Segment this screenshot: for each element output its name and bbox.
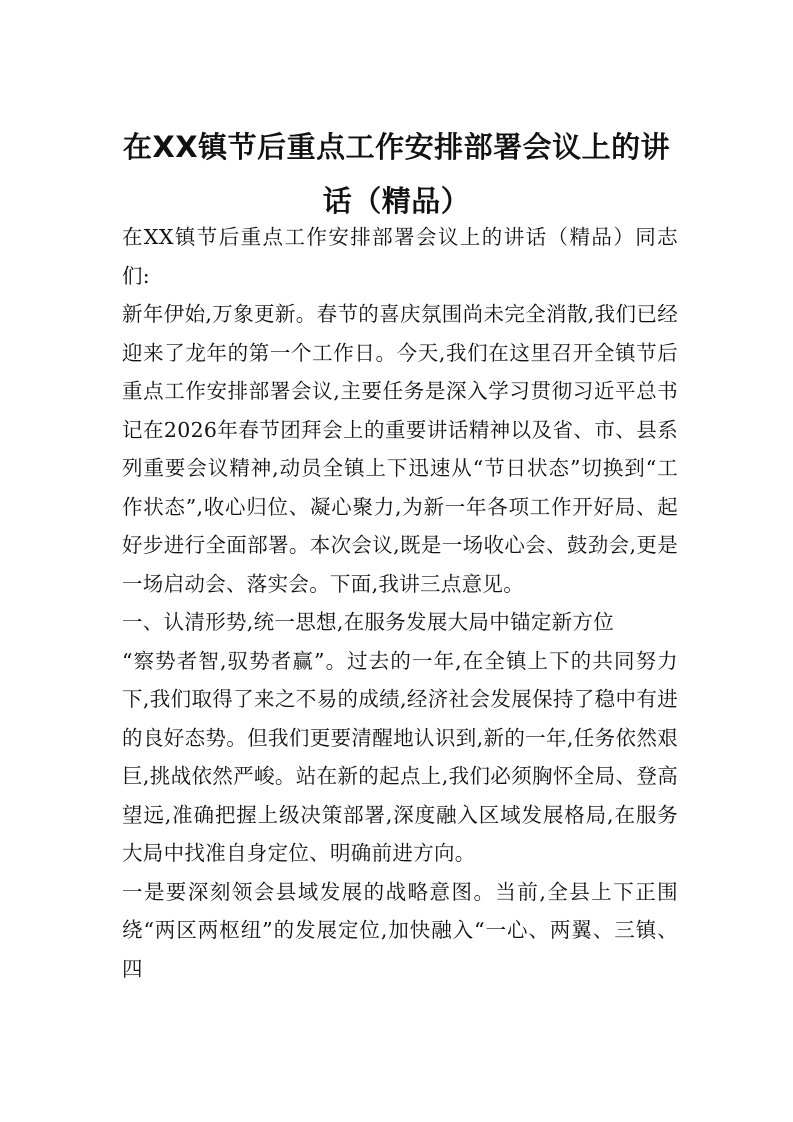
- section-heading: 一、认清形势,统一思想,在服务发展大局中锚定新方位: [122, 610, 615, 634]
- body-paragraph: “察势者智,驭势者赢”。过去的一年,在全镇上下的共同努力下,我们取得了来之不易的成绩,经济社会发展保持了稳中有进的良好态势。但我们更要清醒地认识到,新的一年,任务依然艰巨,挑战依然严峻。站在新的起点上,我们必须胸怀全局、登高望远,准确把握上级决策部署,深度融入区域发展格局,在服务大局中找准自身定位、明确前进方向。: [122, 648, 678, 865]
- document-title: [100, 120, 693, 228]
- body-paragraph: 一是要深刻领会县域发展的战略意图。当前,全县上下正围绕“两区两枢纽”的发展定位,加快融入“一心、两翼、三镇、四: [122, 879, 678, 981]
- title-line-2: 话（精品）: [322, 184, 471, 218]
- greeting-paragraph: 在XX镇节后重点工作安排部署会议上的讲话（精品）同志们:: [122, 225, 678, 288]
- opening-paragraph: 新年伊始,万象更新。春节的喜庆氛围尚未完全消散,我们已经迎来了龙年的第一个工作日。今天,我们在这里召开全镇节后重点工作安排部署会议,主要任务是深入学习贯彻习近平总书记在2026年春节团拜会上的重要讲话精神以及省、市、县系列重要会议精神,动员全镇上下迅速从“节日状态”切换到“工作状态”,收心归位、凝心聚力,为新一年各项工作开好局、起好步进行全面部署。本次会议,既是一场收心会、鼓劲会,更是一场启动会、落实会。下面,我讲三点意见。: [122, 302, 678, 596]
- title-line-1: 在XX镇节后重点工作安排部署会议上的讲: [122, 130, 671, 164]
- document-body: [122, 218, 678, 988]
